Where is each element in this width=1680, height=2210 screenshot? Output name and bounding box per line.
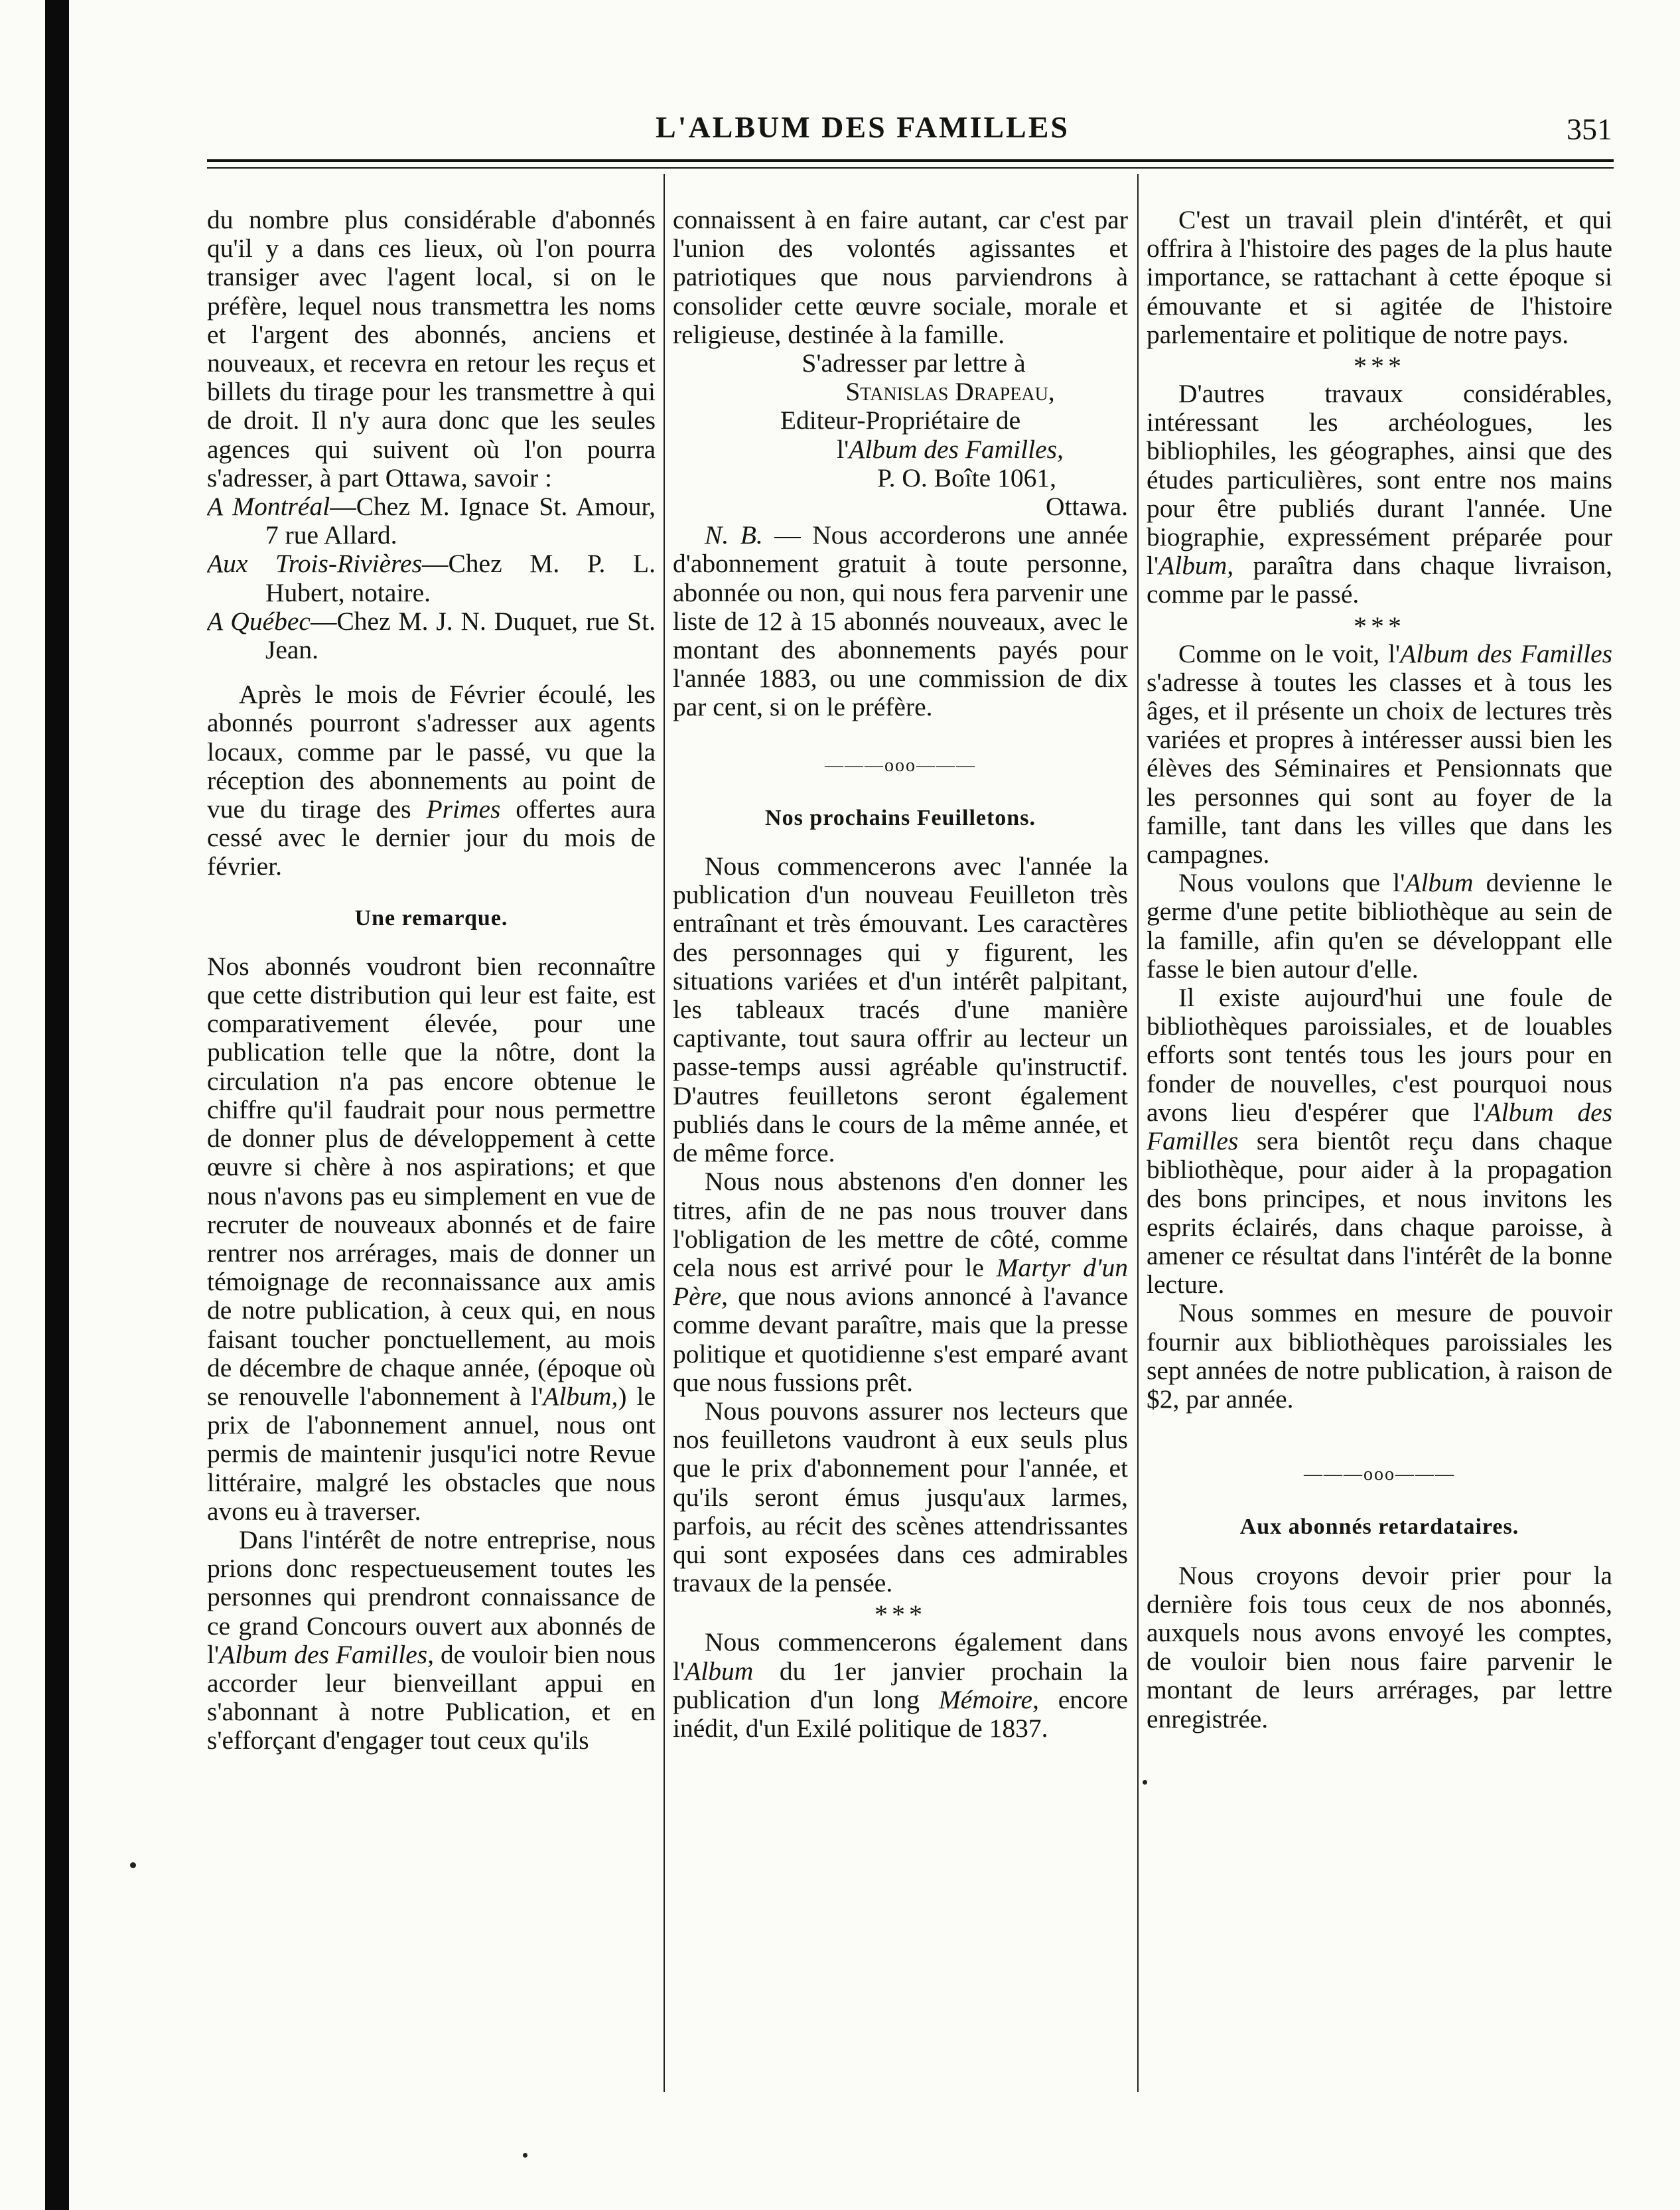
header-rule [207,159,1614,162]
paragraph-nb [673,521,1128,721]
paragraph-remarque-2 [207,1526,656,1755]
text-run: sera bientôt reçu dans chaque bibliothèque, pour aider à la propagation des bons principes, et nous invitons les esprits éclairés, dans chaque paroisse, à amener ce résultat dans l'intérêt de la bonne lecture. [1147,1126,1612,1299]
section-ornament: ———ooo——— [1304,1464,1455,1485]
column-divider [1137,174,1139,2092]
agency-text: —Chez M. J. N. Duquet, rue St. Jean. [265,606,656,665]
text-run: paraîtra dans chaque livraison, comme par le passé. [1147,551,1612,609]
text-run: l' [837,434,849,464]
text-run: offertes aura cessé avec le dernier jour du mois de février. [207,794,656,881]
text-run: devienne le germe d'une petite bibliothèque au sein de la famille, afin qu'en se développant elle fasse le bien autour d'elle. [1147,868,1612,984]
header-rule-thin [207,167,1614,169]
agency-place: A Québec [207,606,311,636]
paragraph-comme-on-le-voit [1147,640,1612,869]
text-run: Nous nous abstenons d'en donner les titres, afin de ne pas nous trouver dans l'obligation de les mettre de côté, comme cela nous est arrivé pour le [673,1167,1128,1282]
address-name [673,378,1128,406]
column-divider [664,174,665,2092]
text-run: s'adresse à toutes les classes et à tous les âges, et il présente un choix de lectures très variées et propres à intéresser aussi bien les élèves des Séminaires et Pensionnats que les personnes qui sont au foyer de la famille, tant dans les villes que dans les campagnes. [1147,667,1612,869]
agency-text: —Chez M. Ignace St. Amour, 7 rue Allard. [265,492,656,550]
paragraph-feuilletons-4 [673,1628,1128,1743]
paragraph-travail: C'est un travail plein d'intérêt, et qui offrira à l'histoire des pages de la plus haute importance, se rattachant à cette époque si émouvante et si agitée de l'histoire parlementaire et politique de notre pays. [1147,206,1612,349]
paragraph-intro: du nombre plus considérable d'abonnés qu'il y a dans ces lieux, où l'on pourra transiger avec l'agent local, si on le préfère, lequel nous transmettra les noms et l'argent des abonnés, anciens et nouveaux, et recevra en retour les reçus et billets du tirage pour les transmettre à qui de droit. Il n'y aura donc que les seules agences qui suivent où l'on pourra s'adresser, à part Ottawa, savoir : [207,206,656,492]
paragraph-feuilletons-2 [673,1167,1128,1397]
column-1 [207,206,656,2150]
album-italic: Album des Familles [1400,638,1612,668]
text-run: Nous voulons que l' [1178,868,1405,898]
agency-montreal [207,492,656,550]
paragraph-feuilletons-1: Nous commencerons avec l'année la publication d'un nouveau Feuilleton très entraînant et très émouvant. Les caractères des personnages qui y figurent, les situations variées et d'un intérêt palpitant, les tableaux tracés d'une manière captivante, tout saura offrir au lecteur un passe-temps aussi agréable qu'instructif. D'autres feuilletons seront également publiés dans le cours de la même année, et de même force. [673,851,1128,1168]
text-run: de vouloir bien nous accorder leur bienveillant appui en s'abonnant à notre Publication, et en s'efforçant d'engager tout ceux qu'ils [207,1639,656,1755]
stray-mark [130,1862,136,1868]
stray-mark [523,2153,527,2158]
album-italic: Album, [543,1381,618,1411]
paragraph-mesure: Nous sommes en mesure de pouvoir fournir aux bibliothèques paroissiales les sept années de notre publication, à raison de $2, par année. [1147,1298,1612,1414]
heading-retardataires: Aux abonnés retardataires. [1239,1514,1519,1540]
paragraph-bibliotheques [1147,984,1612,1299]
text-run: du 1er janvier prochain la publication d'un long [673,1656,1128,1714]
paragraph-feuilletons-3: Nous pouvons assurer nos lecteurs que nos feuilletons vaudront à eux seuls plus que le prix d'abonnement pour l'année, et qu'ils seront émus jusqu'aux larmes, parfois, au récit des scènes attendrissantes qui sont exposées dans ces admirables travaux de la pensée. [673,1396,1128,1598]
text-run: Nous commencerons également dans l' [673,1627,1128,1686]
agency-text: —Chez M. P. L. Hubert, notaire. [265,549,656,607]
agency-place: A Montréal [207,492,330,522]
text-run: Il existe aujourd'hui une foule de bibliothèques paroissiales, et de louables efforts sont tentés tous les jours pour en fonder de nouvelles, c'est pourquoi nous avons lieu d'espérer que l' [1147,983,1612,1127]
agency-quebec [207,607,656,664]
asterism: *** [1354,351,1405,382]
text-run: que nous avions annoncé à l'avance comme devant paraître, mais que la presse politique et quotidienne s'est emparé avant que nous fussions prêt. [673,1282,1128,1397]
heading-une-remarque: Une remarque. [354,905,508,930]
text-run: Après le mois de Février écoulé, les abonnés pourront s'adresser aux agents locaux, comme par le passé, vu que la réception des abonnements au point de vue du tirage des [207,680,656,824]
page-number: 351 [1567,112,1612,146]
running-header-title: L'ALBUM DES FAMILLES [655,110,1070,144]
paragraph-after-february [207,680,656,881]
paragraph-retardataires: Nous croyons devoir prier pour la dernière fois tous ceux de nos abonnés, auxquels nous avons envoyé les comptes, de vouloir bien nous faire parvenir le montant de leurs arrérages, par lettre enregistrée. [1147,1560,1612,1733]
address-publication [673,435,1128,464]
asterism: *** [1354,611,1405,641]
column-3 [1147,206,1612,2150]
primes-italic: Primes [426,794,501,824]
column-2 [673,206,1128,2150]
text-run: — Nous accorderons une année d'abonnement gratuit à toute personne, abonnée ou non, qui nous fera parvenir une liste de 12 à 15 abonnés nouveaux, avec le montant des abonnements payés pour l'année 1883, ou une commission de dix par cent, si on le préfère. [673,520,1128,722]
text-run: Dans l'intérêt de notre entreprise, nous prions donc respectueusement toutes les personnes qui prendront connaissance de ce grand Concours ouvert aux abonnés de l' [207,1524,656,1669]
address-role: Editeur-Propriétaire de [780,405,1021,435]
text-run: encore inédit, d'un Exilé politique de 1837. [673,1684,1128,1743]
agency-trois-rivieres [207,550,656,607]
heading-feuilletons: Nos prochains Feuilletons. [765,805,1036,830]
address-box: P. O. Boîte 1061, [877,463,1056,492]
album-italic: Album des Familles [1147,1097,1612,1156]
paragraph-nous-voulons [1147,869,1612,984]
paragraph-travaux [1147,380,1612,609]
album-italic: Album des Familles, [849,434,1064,464]
publisher-name: Stanislas Drapeau, [845,377,1055,407]
address-intro: S'adresser par lettre à [802,348,1026,378]
text-run: ) le prix de l'abonnement annuel, nous ont permis de maintenir jusqu'ici notre Revue littéraire, malgré les obstacles que nous avons eu à traverser. [207,1381,656,1526]
section-ornament: ———ooo——— [825,755,976,776]
text-run: Nos abonnés voudront bien reconnaître que cette distribution qui leur est faite, est comparativement élevée, pour une publication telle que la nôtre, dont la circulation n'a pas encore obtenue le chiffre qu'il faudrait pour nous permettre de donner plus de développement à cette œuvre si chère à nos aspirations; et que nous n'avons pas eu simplement en vue de recruter de nouveaux abonnés et de faire rentrer nos arrérages, mais de donner un témoignage de reconnaissance aux amis de notre publication, à ceux qui, en nous faisant toucher ponctuellement, au mois de décembre de chaque année, (époque où se renouvelle l'abonnement à l' [207,951,656,1411]
agency-place: Aux Trois-Rivières [207,549,422,579]
stray-mark [1143,1780,1147,1785]
memoire-italic: Mémoire, [938,1684,1039,1714]
address-city: Ottawa. [1046,492,1128,522]
nb-label: N. B. [705,520,763,550]
page-binding-edge [45,0,69,2210]
album-italic: Album [685,1656,754,1686]
text-run: Comme on le voit, l' [1178,638,1401,668]
album-italic: Album [1405,868,1474,898]
album-italic: Album des Familles, [219,1639,434,1669]
paragraph-continuation: connaissent à en faire autant, car c'est par l'union des volontés agissantes et patriotiques que nous parviendrons à consolider cette œuvre sociale, morale et religieuse, destinée à la famille. [673,206,1128,349]
text-run: D'autres travaux considérables, intéressant les archéologues, les bibliophiles, les géographes, ainsi que des études particulières, sont entre nos mains pour être publiés durant l'année. Une biographie, expressément préparée pour l' [1147,379,1612,581]
martyr-italic: Martyr d'un Père, [673,1252,1128,1311]
paragraph-remarque-1 [207,952,656,1526]
album-italic: Album, [1158,551,1234,581]
asterism: *** [875,1599,926,1630]
